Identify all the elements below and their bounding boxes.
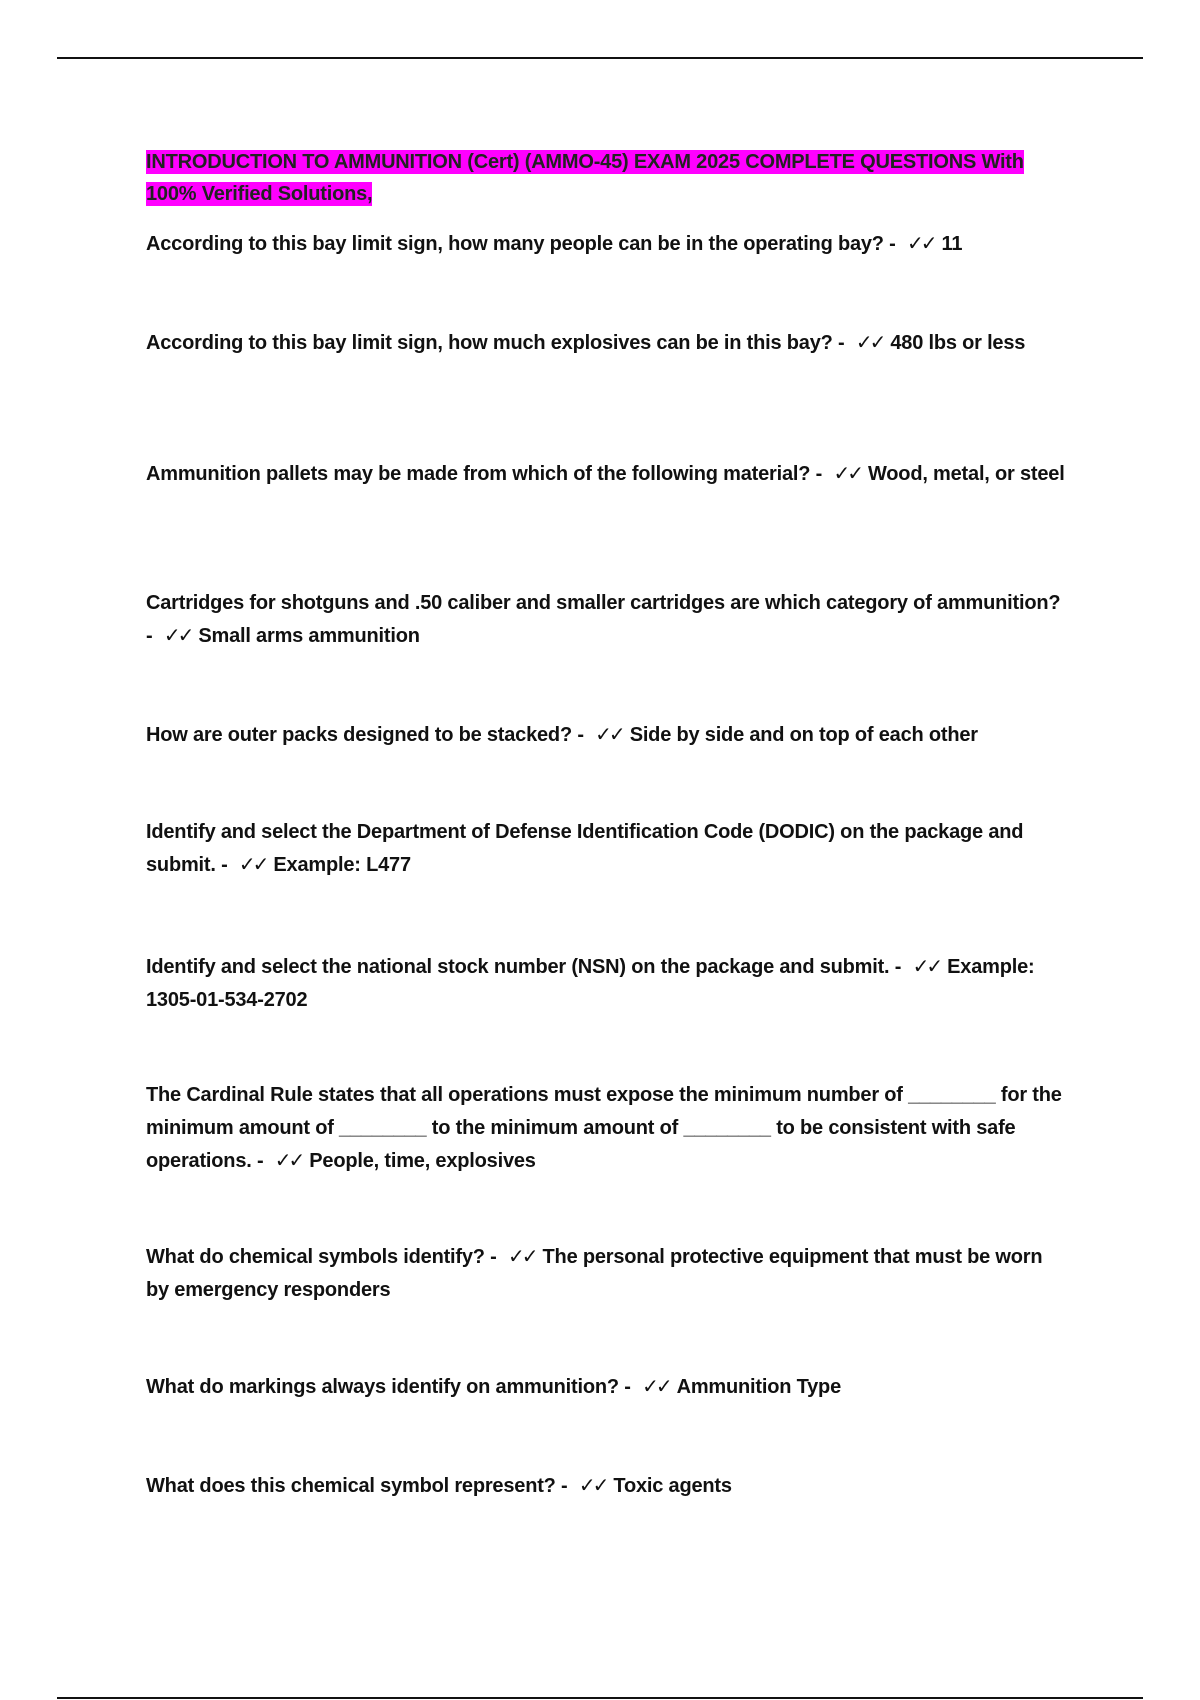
double-check-icon: ✓✓ (238, 854, 267, 876)
double-check-icon: ✓✓ (912, 956, 941, 978)
double-check-icon: ✓✓ (855, 332, 884, 354)
top-rule (57, 57, 1143, 59)
qa-item-6 (146, 816, 1066, 882)
separator: - (618, 1376, 637, 1398)
answer-text: Side by side and on top of each other (629, 724, 978, 746)
answer-text: The personal protective equipment that must be worn by emergency responders (146, 1246, 1043, 1301)
qa-item-1 (146, 228, 1066, 261)
double-check-icon: ✓✓ (274, 1150, 303, 1172)
double-check-icon: ✓✓ (163, 625, 192, 647)
qa-item-8 (146, 1079, 1066, 1178)
qa-item-5 (146, 719, 1066, 752)
double-check-icon: ✓✓ (578, 1475, 607, 1497)
qa-item-3 (146, 458, 1066, 491)
qa-item-11 (146, 1470, 1066, 1503)
double-check-icon: ✓✓ (907, 233, 935, 255)
qa-item-4 (146, 587, 1066, 653)
answer-text: Example: 1305-01-534-2702 (146, 956, 1035, 1011)
question-text: Cartridges for shotguns and .50 caliber and smaller cartridges are which category of ammunition? (146, 592, 1061, 614)
question-text: How are outer packs designed to be stacked? (146, 724, 572, 746)
qa-item-9 (146, 1241, 1066, 1307)
separator: - (810, 463, 828, 485)
separator: - (484, 1246, 503, 1268)
qa-item-10 (146, 1371, 1066, 1404)
answer-text: Ammunition Type (676, 1376, 841, 1398)
question-text: Ammunition pallets may be made from which of the following material? (146, 463, 811, 485)
qa-item-2 (146, 327, 1066, 360)
answer-text: Small arms ammunition (198, 625, 420, 647)
question-text: According to this bay limit sign, how much explosives can be in this bay? (146, 332, 833, 354)
question-text: What does this chemical symbol represent? (146, 1475, 556, 1497)
separator: - (832, 332, 850, 354)
question-text: The Cardinal Rule states that all operations must expose the minimum number of ________ for the minimum amount of ________ to the minimum amount of ________ to be consistent with safe operations. (146, 1084, 1062, 1172)
question-text: Identify and select the Department of Defense Identification Code (DODIC) on the package and submit. (146, 821, 1024, 876)
answer-text: Toxic agents (613, 1475, 732, 1497)
separator: - (215, 854, 233, 876)
document-title (146, 146, 1066, 210)
question-text: What do chemical symbols identify? (146, 1246, 485, 1268)
title-highlight: INTRODUCTION TO AMMUNITION (Cert) (AMMO-45) EXAM 2025 COMPLETE QUESTIONS With 100% Verified Solutions, (146, 151, 1024, 205)
question-text: What do markings always identify on ammunition? (146, 1376, 619, 1398)
double-check-icon: ✓✓ (508, 1246, 536, 1268)
answer-text: 480 lbs or less (890, 332, 1026, 354)
bottom-rule (57, 1697, 1143, 1699)
question-text: Identify and select the national stock number (NSN) on the package and submit. (146, 956, 890, 978)
double-check-icon: ✓✓ (595, 724, 623, 746)
separator: - (146, 625, 158, 647)
document-body (146, 146, 1066, 1497)
qa-item-7 (146, 951, 1066, 1017)
double-check-icon: ✓✓ (833, 463, 861, 485)
separator: - (883, 233, 902, 255)
separator: - (571, 724, 590, 746)
separator: - (555, 1475, 573, 1497)
answer-text: Example: L477 (273, 854, 411, 876)
separator: - (251, 1150, 269, 1172)
answer-text: Wood, metal, or steel (867, 463, 1065, 485)
double-check-icon: ✓✓ (642, 1376, 670, 1398)
answer-text: 11 (941, 233, 963, 255)
separator: - (889, 956, 907, 978)
question-text: According to this bay limit sign, how many people can be in the operating bay? (146, 233, 884, 255)
answer-text: People, time, explosives (309, 1150, 536, 1172)
